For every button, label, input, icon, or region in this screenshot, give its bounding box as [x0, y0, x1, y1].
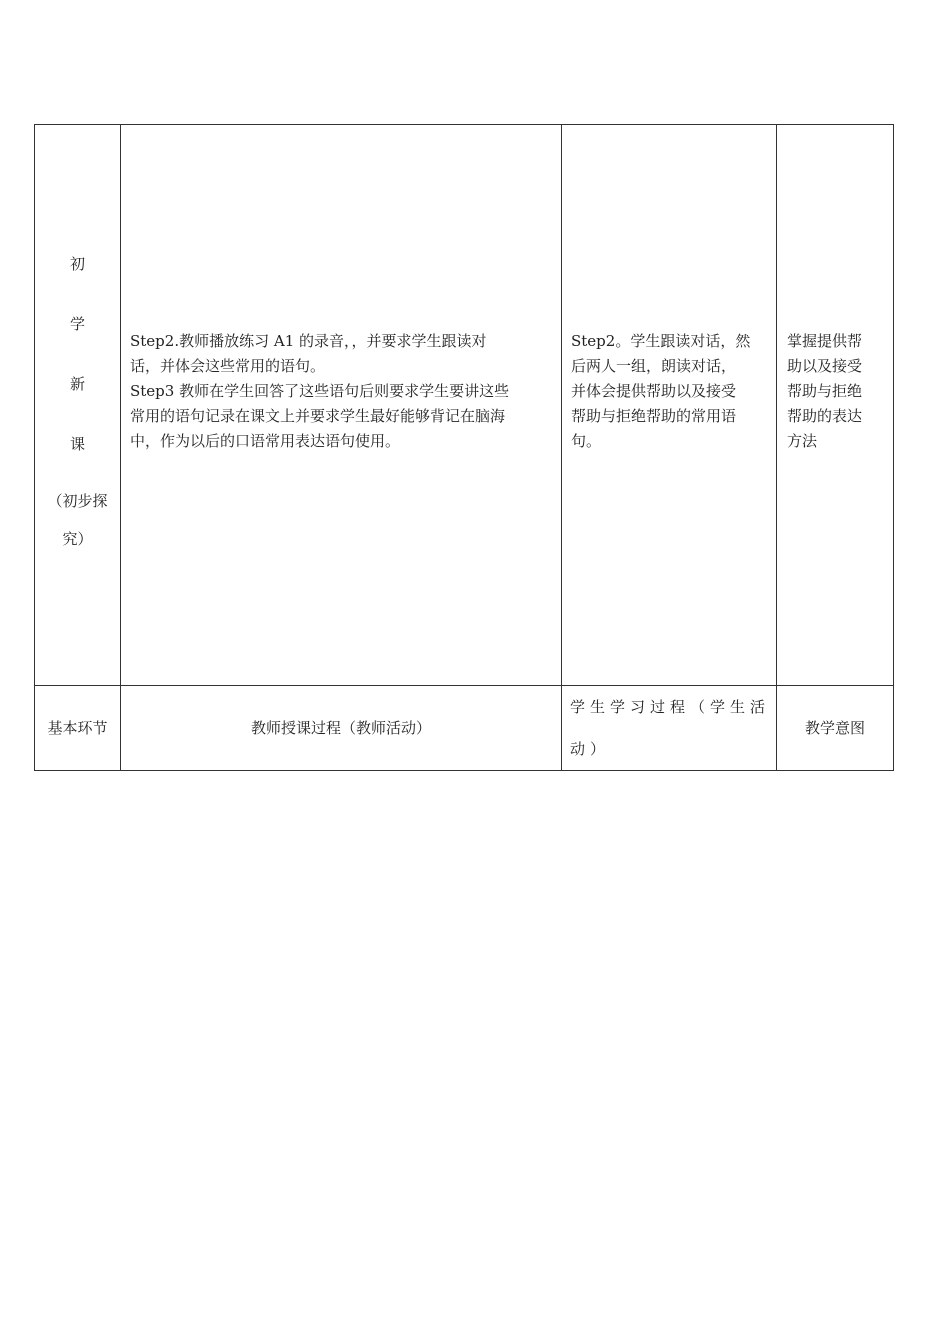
student-activity-text	[570, 329, 768, 454]
stage-label	[35, 252, 120, 558]
stage-note: （初步探究）	[47, 492, 108, 548]
teaching-intent-cell	[777, 125, 894, 686]
stage-cell	[35, 125, 121, 686]
intent-line: 掌握提供帮	[787, 331, 863, 350]
stage-char: 初	[69, 255, 85, 273]
stage-char: 新	[69, 375, 85, 393]
header-intent: 教学意图	[777, 686, 894, 771]
stage-char: 学	[69, 315, 85, 333]
header-row	[35, 686, 894, 771]
header-student: 学生学习过程（学生活动）	[562, 686, 777, 771]
student-line: 帮助与拒绝帮助的常用语	[571, 406, 737, 425]
student-line: 后两人一组，朗读对话，	[571, 356, 737, 375]
student-line: 句。	[571, 431, 602, 450]
teacher-activity-text	[129, 329, 553, 454]
stage-char: 课	[69, 435, 85, 453]
teacher-line: 常用的语句记录在课文上并要求学生最好能够背记在脑海	[130, 406, 506, 425]
content-row	[35, 125, 894, 686]
student-line: 并体会提供帮助以及接受	[571, 381, 737, 400]
teacher-line: 话，并体会这些常用的语句。	[130, 356, 326, 375]
lesson-plan-table	[34, 124, 894, 771]
intent-line: 方法	[787, 431, 818, 450]
intent-line: 助以及接受	[787, 356, 863, 375]
header-teacher: 教师授课过程（教师活动）	[121, 686, 562, 771]
student-activity-cell	[562, 125, 777, 686]
teacher-line: Step2.教师播放练习 A1 的录音，，并要求学生跟读对	[130, 331, 487, 350]
teaching-intent-text	[785, 329, 885, 454]
teacher-line: Step3 教师在学生回答了这些语句后则要求学生要讲这些	[130, 381, 510, 400]
teacher-line: 中，作为以后的口语常用表达语句使用。	[130, 431, 401, 450]
header-stage: 基本环节	[35, 686, 121, 771]
student-line: Step2。学生跟读对话，然	[571, 331, 751, 350]
intent-line: 帮助的表达	[787, 406, 863, 425]
intent-line: 帮助与拒绝	[787, 381, 863, 400]
teacher-activity-cell	[121, 125, 562, 686]
